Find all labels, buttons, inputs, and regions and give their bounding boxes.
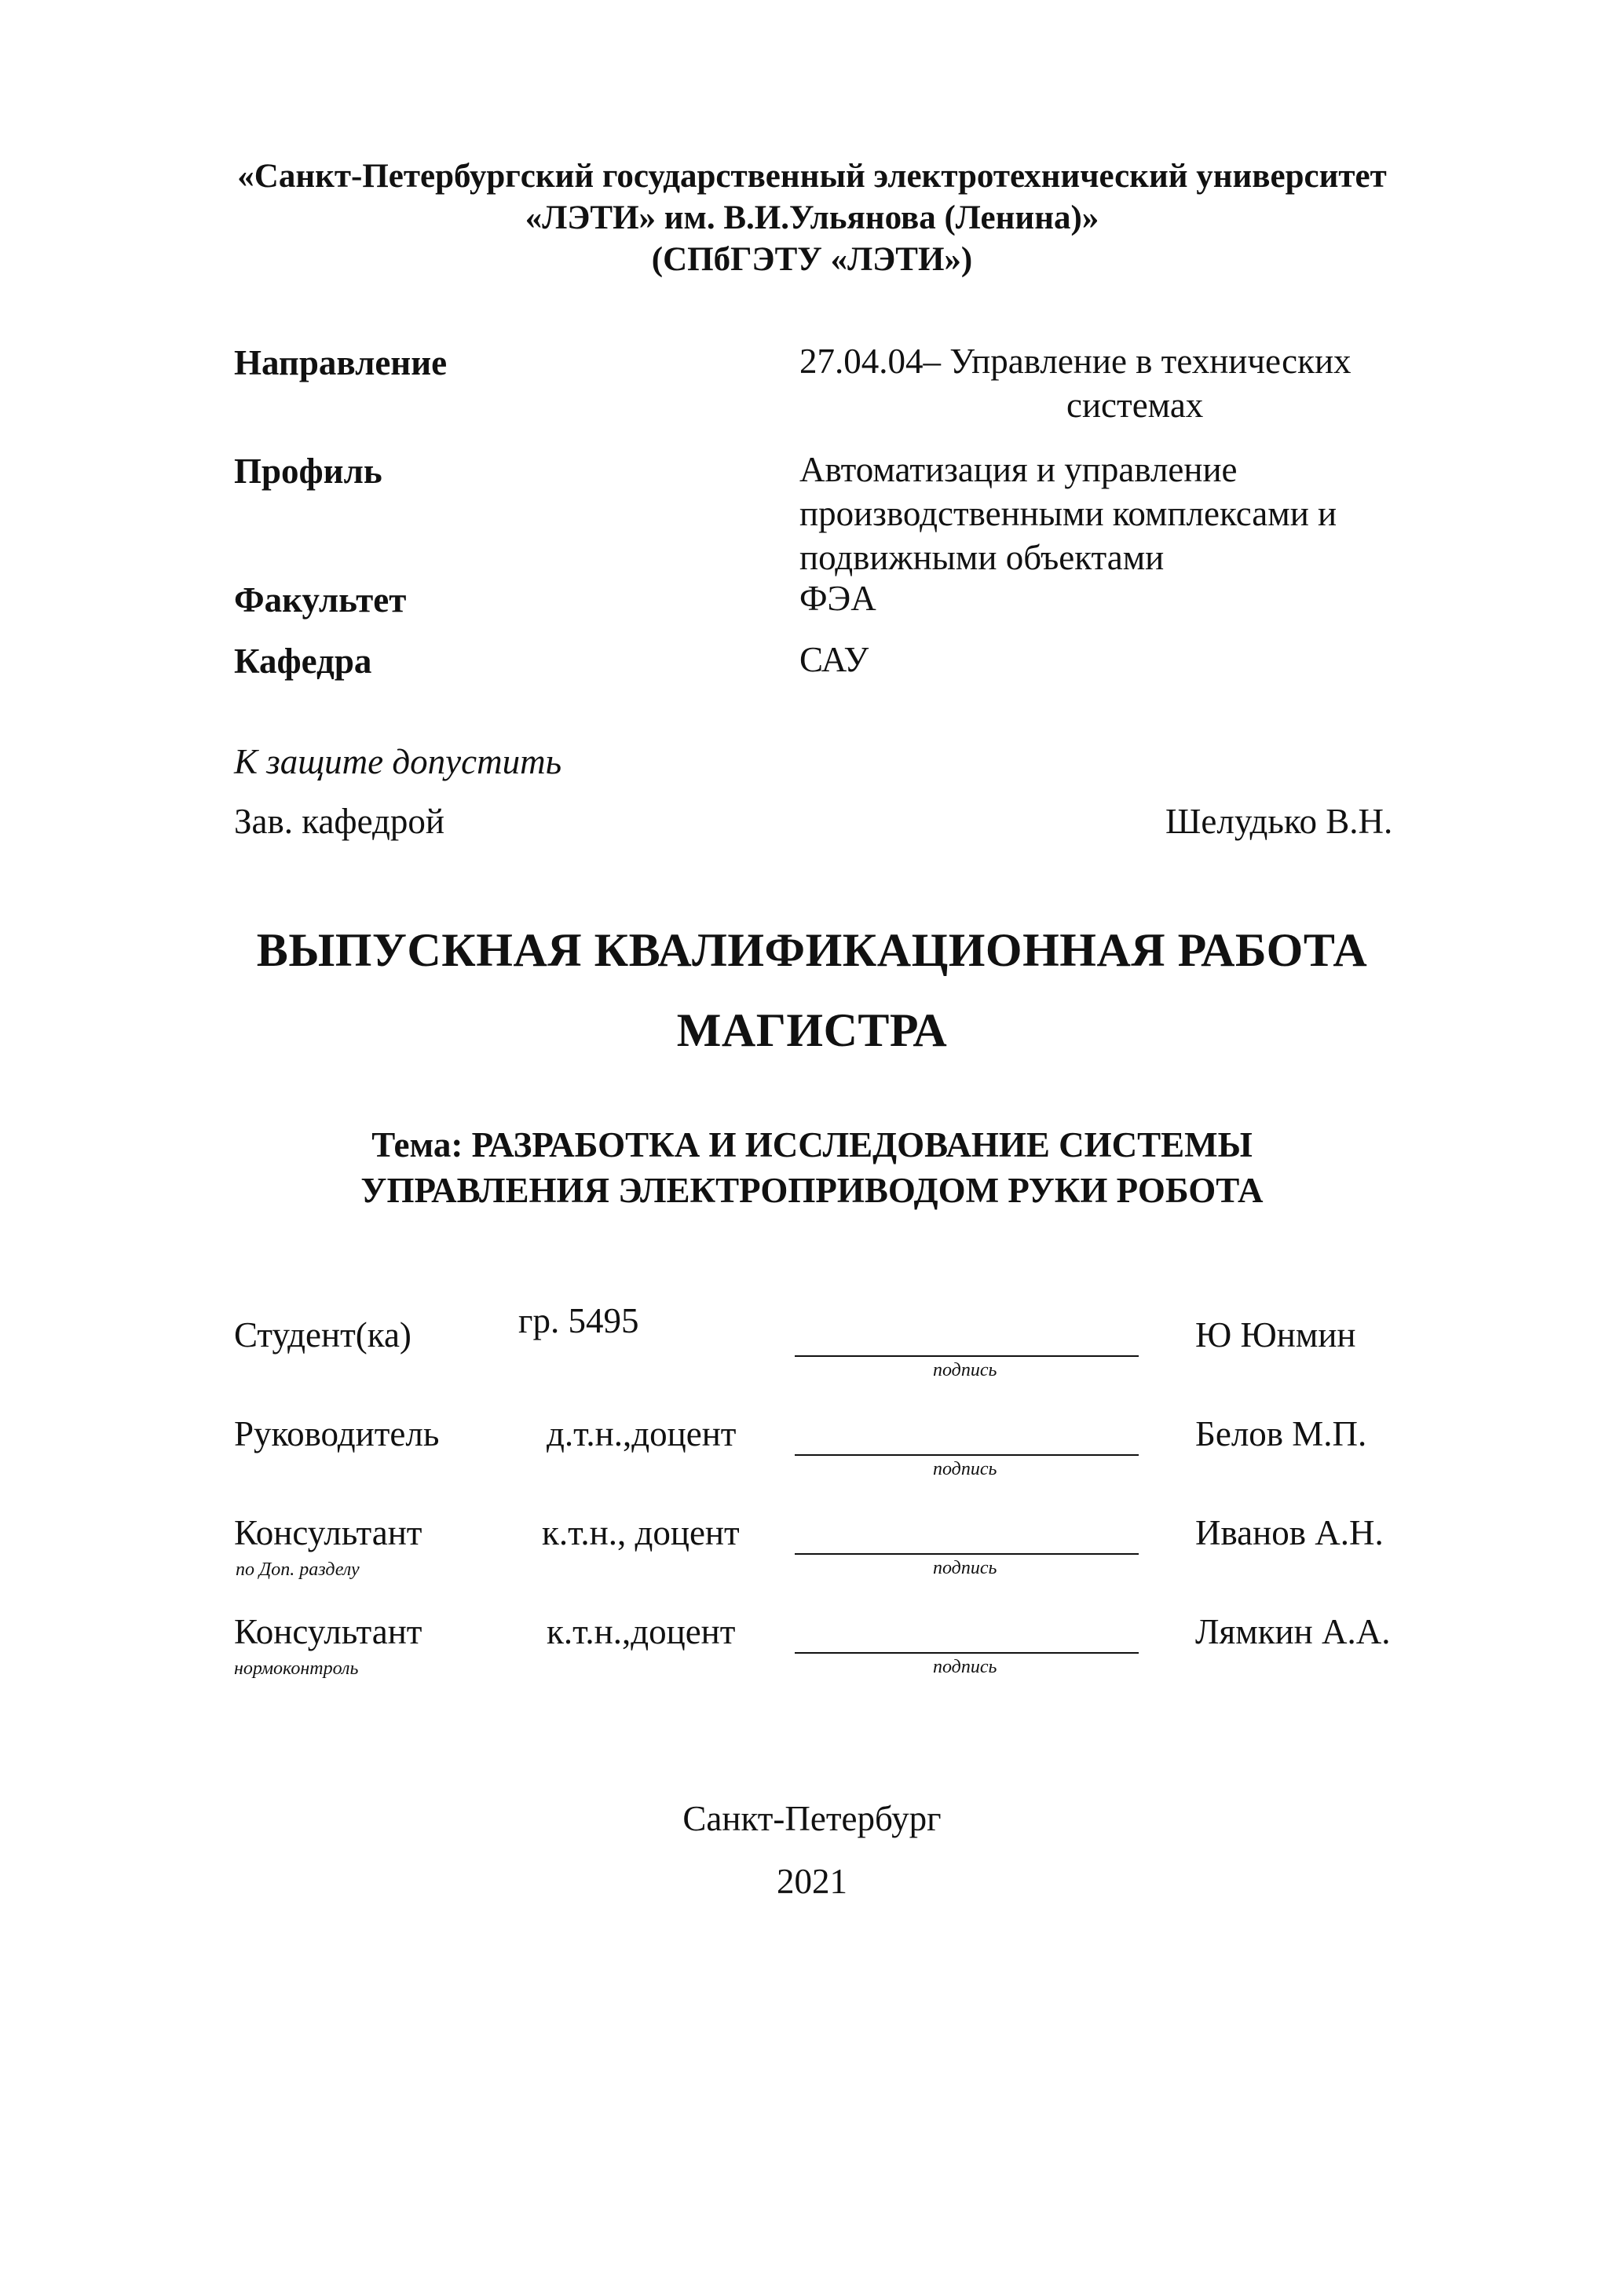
university-abbreviation: (СПбГЭТУ «ЛЭТИ») [651,241,973,278]
signature-detail-student: гр. 5495 [518,1301,639,1340]
year: 2021 [777,1862,847,1901]
university-name-line-2: «ЛЭТИ» им. В.И.Ульянова (Ленина)» [525,199,1099,236]
signature-line-student [795,1355,1139,1357]
topic-line-1: Тема: РАЗРАБОТКА И ИССЛЕДОВАНИЕ СИСТЕМЫ [371,1125,1253,1164]
signature-role-student: Студент(ка) [234,1315,411,1355]
signature-line-consultant-normcontrol [795,1652,1139,1654]
signature-detail-consultant-section: к.т.н., доцент [542,1513,740,1552]
signature-role-consultant-section: Консультант [234,1513,422,1552]
city: Санкт-Петербург [682,1799,942,1838]
document-title-line-2: МАГИСТРА [676,1004,948,1056]
university-name-line-1: «Санкт-Петербургский государственный электротехнический университет [237,158,1387,195]
profile-value-line-3: подвижными объектами [799,538,1165,577]
signature-caption-consultant-normcontrol: подпись [933,1657,997,1677]
signature-sublabel-consultant-section: по Доп. разделу [236,1559,360,1580]
department-value: САУ [799,640,869,679]
signature-detail-supervisor: д.т.н.,доцент [547,1414,737,1453]
signature-role-consultant-normcontrol: Консультант [234,1612,422,1651]
head-of-department-name: Шелудько В.Н. [1165,802,1393,841]
signature-name-consultant-normcontrol: Лямкин А.А. [1195,1612,1391,1651]
direction-value-line-1: 27.04.04– Управление в технических [799,342,1352,381]
signature-caption-supervisor: подпись [933,1459,997,1479]
topic-line-2: УПРАВЛЕНИЯ ЭЛЕКТРОПРИВОДОМ РУКИ РОБОТА [360,1171,1264,1210]
signature-role-supervisor: Руководитель [234,1414,440,1453]
signature-line-supervisor [795,1454,1139,1456]
faculty-value: ФЭА [799,579,876,618]
signature-name-consultant-section: Иванов А.Н. [1195,1513,1384,1552]
signature-name-student: Ю Юнмин [1195,1315,1356,1355]
signature-name-supervisor: Белов М.П. [1195,1414,1367,1453]
faculty-label: Факультет [234,580,407,620]
document-title-line-1: ВЫПУСКНАЯ КВАЛИФИКАЦИОННАЯ РАБОТА [256,924,1368,976]
signature-sublabel-consultant-normcontrol: нормоконтроль [234,1658,359,1679]
admit-to-defense: К защите допустить [234,742,562,781]
signature-detail-consultant-normcontrol: к.т.н.,доцент [547,1612,736,1651]
profile-value-line-1: Автоматизация и управление [799,450,1238,489]
signature-caption-student: подпись [933,1360,997,1380]
profile-value-line-2: производственными комплексами и [799,494,1337,533]
signature-line-consultant-section [795,1553,1139,1555]
signature-caption-consultant-section: подпись [933,1558,997,1578]
head-of-department-label: Зав. кафедрой [234,802,444,841]
direction-label: Направление [234,343,448,382]
profile-label: Профиль [234,452,382,491]
department-label: Кафедра [234,642,372,681]
direction-value-line-2: системах [1066,386,1204,425]
